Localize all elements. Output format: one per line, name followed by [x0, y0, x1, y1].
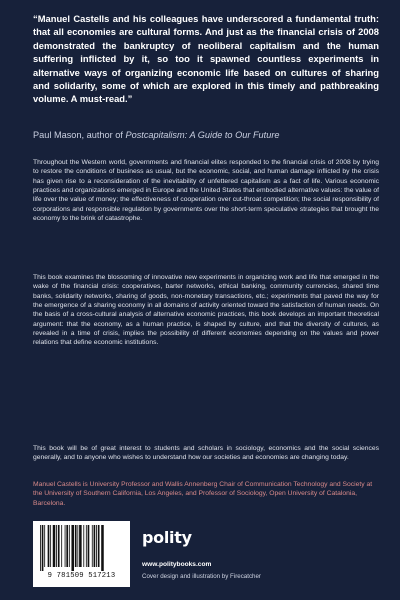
barcode-bar	[83, 525, 84, 567]
barcode-bar	[71, 525, 74, 571]
barcode-bar	[79, 525, 82, 567]
endorsement-attribution	[33, 129, 379, 141]
description-paragraph-3: This book will be of great interest to students and scholars in sociology, economics and the social sciences generally, and to anyone who wishes to understand how our societies and economies are changing today.	[33, 445, 379, 462]
barcode-bar	[50, 525, 51, 567]
barcode-bar	[92, 525, 93, 567]
isbn-number: 9 781509 517213	[47, 572, 116, 580]
description-paragraph-1: Throughout the Western world, governments and financial elites responded to the financial crisis of 2008 by trying to restore the conditions of business as usual, but the economic, social, and human damage inflicted by the crisis has given rise to a reconsideration of the inevitability of unfettered capitalism as a fact of life. Various economic practices and organizations emerged in Europe and the United States that embodied alternative values: the value of life over the value of money; the effectiveness of cooperation over cut-throat competition; the social responsibility of corporations and responsible regulation by governments over the short-term speculative strategies that brought the economy to the brink of catastrophe.	[33, 159, 379, 223]
barcode-bar	[75, 525, 77, 567]
barcode-bar	[69, 525, 70, 567]
endorsement-quote: “Manuel Castells and his colleagues have underscored a fundamental truth: that all economies are cultural forms. And just as the financial crisis of 2008 demonstrated the bankruptcy of neoliberal capitalism and the human suffering inflicted by it, so too it spawned countless experiments in alternative ways of organizing economic life based on cultures of sharing and solidarity, some of which are explored in this timely and pathbreaking volume. A must-read.”	[33, 13, 379, 105]
isbn-barcode	[33, 521, 130, 587]
barcode-bar	[77, 525, 78, 567]
publisher-logo: polity	[142, 528, 192, 547]
barcode-bar	[53, 525, 56, 567]
barcode-bar	[56, 525, 57, 567]
barcode-bar	[61, 525, 62, 567]
barcode-bar	[66, 525, 68, 567]
barcode-bar	[48, 525, 50, 567]
barcode-bar	[98, 525, 100, 567]
barcode-bar	[58, 525, 60, 567]
barcode-bar	[88, 525, 90, 567]
barcode-bar	[40, 525, 41, 571]
barcode-bar	[101, 525, 104, 571]
author-bio: Manuel Castells is University Professor and Wallis Annenberg Chair of Communication Technology and Society at the University of Southern California, Los Angeles, and Professor of Sociology, Open University of Catalonia, Barcelona.	[33, 481, 373, 507]
cover-design-credit: Cover design and illustration by Firecatcher	[142, 573, 261, 580]
barcode-bar	[94, 525, 96, 567]
barcode-bar	[96, 525, 97, 567]
description-paragraph-2: This book examines the blossoming of innovative new experiments in organizing work and life that emerged in the wake of the financial crisis: cooperatives, barter networks, ethical banking, community currencies, shared time banks, solidarity networks, sharing of goods, non-monetary transactions, etc.; experiments that paved the way for the emergence of a sharing economy in all domains of activity oriented toward the satisfaction of human needs. On the basis of a cross-cultural analysis of alternative economic practices, this book develops an important theoretical argument: that the economy, as a human practice, is shaped by culture, and that the diversity of cultures, as revealed in a time of crisis, implies the possibility of different economies depending on the values and power relations that define economic institutions.	[33, 274, 379, 347]
barcode-bar	[42, 525, 44, 571]
barcode-bar	[44, 525, 45, 567]
barcode-bar	[86, 525, 87, 567]
attribution-author: Paul Mason, author of	[33, 130, 126, 140]
publisher-url: www.politybooks.com	[142, 561, 212, 568]
barcode-bar	[65, 525, 66, 567]
barcode-bars	[40, 525, 123, 571]
attribution-book-title: Postcapitalism: A Guide to Our Future	[125, 130, 280, 140]
